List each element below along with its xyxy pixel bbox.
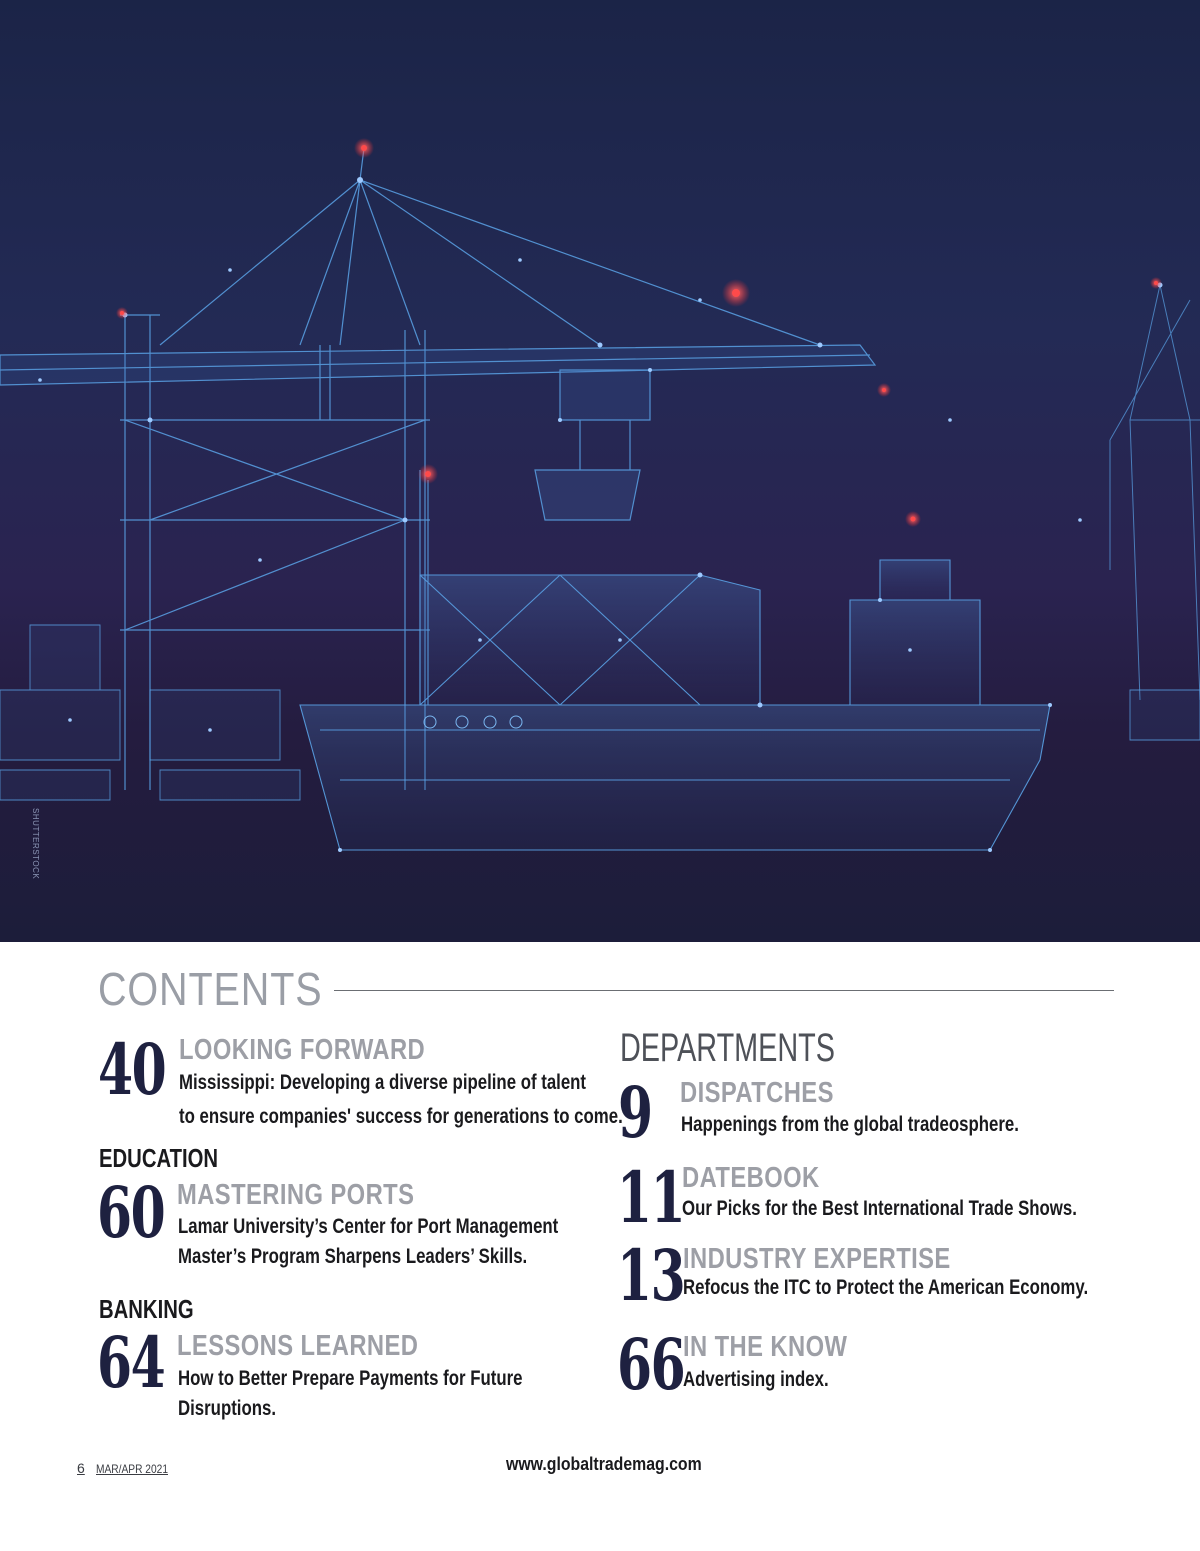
department-page-number: 11 xyxy=(617,1156,685,1239)
crane-right xyxy=(1110,285,1200,700)
ship xyxy=(300,470,1050,850)
departments-title: DEPARTMENTS xyxy=(620,1026,835,1070)
section-heading-education: EDUCATION xyxy=(99,1143,219,1173)
department-page-number: 9 xyxy=(618,1071,652,1154)
department-description: Refocus the ITC to Protect the American Economy. xyxy=(683,1276,1089,1299)
department-page-number: 13 xyxy=(617,1234,685,1317)
warning-lights xyxy=(116,138,1162,527)
folio-page-number: 6 xyxy=(77,1460,85,1476)
folio-issue-date: MAR/APR 2021 xyxy=(96,1462,168,1476)
department-headline: DATEBOOK xyxy=(682,1162,820,1194)
feature-description-line: Mississippi: Developing a diverse pipeline of talent xyxy=(179,1071,587,1094)
department-headline: IN THE KNOW xyxy=(683,1331,848,1363)
feature-description-line: to ensure companies' success for generations to come. xyxy=(179,1105,623,1128)
contents-divider xyxy=(334,990,1114,991)
feature-description-line: How to Better Prepare Payments for Future xyxy=(178,1367,523,1390)
feature-page-number: 64 xyxy=(97,1321,165,1404)
feature-headline: MASTERING PORTS xyxy=(177,1179,415,1211)
contents-title: CONTENTS xyxy=(98,963,323,1015)
feature-headline: LOOKING FORWARD xyxy=(179,1034,426,1066)
feature-headline: LESSONS LEARNED xyxy=(177,1330,419,1362)
department-page-number: 66 xyxy=(617,1323,685,1406)
department-description: Our Picks for the Best International Trade Shows. xyxy=(682,1197,1077,1220)
feature-description-line: Master’s Program Sharpens Leaders’ Skills. xyxy=(178,1245,528,1268)
section-heading-banking: BANKING xyxy=(99,1294,194,1324)
department-description: Advertising index. xyxy=(683,1368,829,1391)
feature-page-number: 60 xyxy=(97,1171,165,1254)
feature-description-line: Lamar University’s Center for Port Management xyxy=(178,1215,559,1238)
department-description: Happenings from the global tradeosphere. xyxy=(681,1113,1019,1136)
website-link[interactable]: www.globaltrademag.com xyxy=(506,1454,702,1474)
photo-credit: SHUTTERSTOCK xyxy=(31,808,40,880)
department-headline: INDUSTRY EXPERTISE xyxy=(683,1243,951,1275)
feature-page-number: 40 xyxy=(98,1028,166,1111)
department-headline: DISPATCHES xyxy=(680,1077,834,1109)
feature-description-line: Disruptions. xyxy=(178,1397,277,1420)
